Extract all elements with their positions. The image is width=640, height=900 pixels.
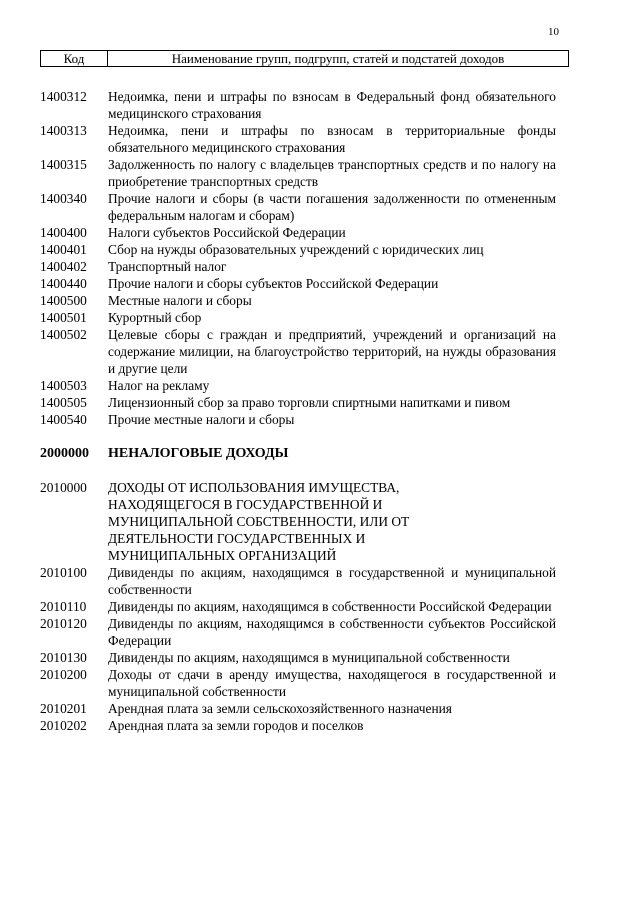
section-heading	[40, 445, 570, 462]
table-row	[40, 258, 570, 275]
row-name: Недоимка, пени и штрафы по взносам в Федеральный фонд обязательного медицинского страхования	[108, 89, 556, 121]
row-code: 2010201	[40, 701, 87, 716]
table-row	[40, 666, 570, 700]
row-code: 1400505	[40, 395, 87, 410]
row-name: Арендная плата за земли сельскохозяйственного назначения	[108, 701, 452, 716]
table-row	[40, 598, 570, 615]
group-code: 2010000	[40, 480, 87, 495]
row-code: 1400340	[40, 191, 87, 206]
table-row	[40, 88, 570, 122]
row-code: 1400502	[40, 327, 87, 342]
table-header	[40, 50, 569, 67]
table-row	[40, 394, 570, 411]
group-title: ДОХОДЫ ОТ ИСПОЛЬЗОВАНИЯ ИМУЩЕСТВА, НАХОДЯЩЕГОСЯ В ГОСУДАРСТВЕННОЙ И МУНИЦИПАЛЬНОЙ СОБСТВЕННОСТИ, ИЛИ ОТ ДЕЯТЕЛЬНОСТИ ГОСУДАРСТВЕННЫХ И МУНИЦИПАЛЬНЫХ ОРГАНИЗАЦИЙ	[108, 480, 410, 563]
table-row	[40, 275, 570, 292]
row-code: 2010100	[40, 565, 87, 580]
table-row	[40, 190, 570, 224]
table-row	[40, 326, 570, 377]
row-name: Транспортный налог	[108, 259, 227, 274]
row-name: Прочие налоги и сборы (в части погашения задолженности по отмененным федеральным налогам и сборам)	[108, 191, 556, 223]
row-name: Доходы от сдачи в аренду имущества, находящегося в государственной и муниципальной собственности	[108, 667, 556, 699]
row-code: 1400500	[40, 293, 87, 308]
row-code: 1400313	[40, 123, 87, 138]
table-row	[40, 615, 570, 649]
page-number: 10	[548, 26, 559, 38]
row-name: Целевые сборы с граждан и предприятий, учреждений и организаций на содержание милиции, на благоустройство территорий, на нужды образования и другие цели	[108, 327, 556, 376]
table-row	[40, 309, 570, 326]
row-code: 1400402	[40, 259, 87, 274]
row-code: 2010200	[40, 667, 87, 682]
row-name: Налоги субъектов Российской Федерации	[108, 225, 346, 240]
row-code: 2010110	[40, 599, 87, 614]
row-code: 1400503	[40, 378, 87, 393]
row-code: 1400315	[40, 157, 87, 172]
row-code: 1400400	[40, 225, 87, 240]
row-name: Налог на рекламу	[108, 378, 210, 393]
row-code: 1400501	[40, 310, 87, 325]
row-name: Дивиденды по акциям, находящимся в собственности субъектов Российской Федерации	[108, 616, 556, 648]
table-row	[40, 411, 570, 428]
table-row	[40, 377, 570, 394]
row-code: 1400540	[40, 412, 87, 427]
header-name: Наименование групп, подгрупп, статей и подстатей доходов	[171, 51, 505, 66]
table-row	[40, 700, 570, 717]
row-name: Прочие местные налоги и сборы	[108, 412, 295, 427]
table-row	[40, 717, 570, 734]
table-row	[40, 649, 570, 666]
table-row	[40, 156, 570, 190]
table-row	[40, 241, 570, 258]
table-row	[40, 564, 570, 598]
row-code: 2010130	[40, 650, 87, 665]
section-code: 2000000	[40, 446, 89, 461]
row-name: Лицензионный сбор за право торговли спиртными напитками и пивом	[108, 395, 511, 410]
row-name: Дивиденды по акциям, находящимся в муниципальной собственности	[108, 650, 510, 665]
table-row	[40, 224, 570, 241]
header-code: Код	[41, 51, 108, 66]
group-heading	[40, 479, 570, 564]
row-code: 1400440	[40, 276, 87, 291]
row-name: Недоимка, пени и штрафы по взносам в территориальные фонды обязательного медицинского страхования	[108, 123, 556, 155]
row-name: Курортный сбор	[108, 310, 202, 325]
row-code: 1400401	[40, 242, 87, 257]
row-code: 2010202	[40, 718, 87, 733]
section-title: НЕНАЛОГОВЫЕ ДОХОДЫ	[108, 446, 289, 461]
row-name: Местные налоги и сборы	[108, 293, 252, 308]
row-code: 1400312	[40, 89, 87, 104]
classification-list	[40, 88, 570, 734]
row-name: Арендная плата за земли городов и поселков	[108, 718, 364, 733]
row-name: Задолженность по налогу с владельцев транспортных средств и по налогу на приобретение транспортных средств	[108, 157, 556, 189]
row-name: Дивиденды по акциям, находящимся в государственной и муниципальной собственности	[108, 565, 556, 597]
tax-rows	[40, 88, 570, 428]
table-row	[40, 292, 570, 309]
nontax-rows	[40, 564, 570, 734]
row-name: Прочие налоги и сборы субъектов Российской Федерации	[108, 276, 439, 291]
row-name: Дивиденды по акциям, находящимся в собственности Российской Федерации	[108, 599, 552, 614]
table-row	[40, 122, 570, 156]
row-name: Сбор на нужды образовательных учреждений с юридических лиц	[108, 242, 484, 257]
row-code: 2010120	[40, 616, 87, 631]
